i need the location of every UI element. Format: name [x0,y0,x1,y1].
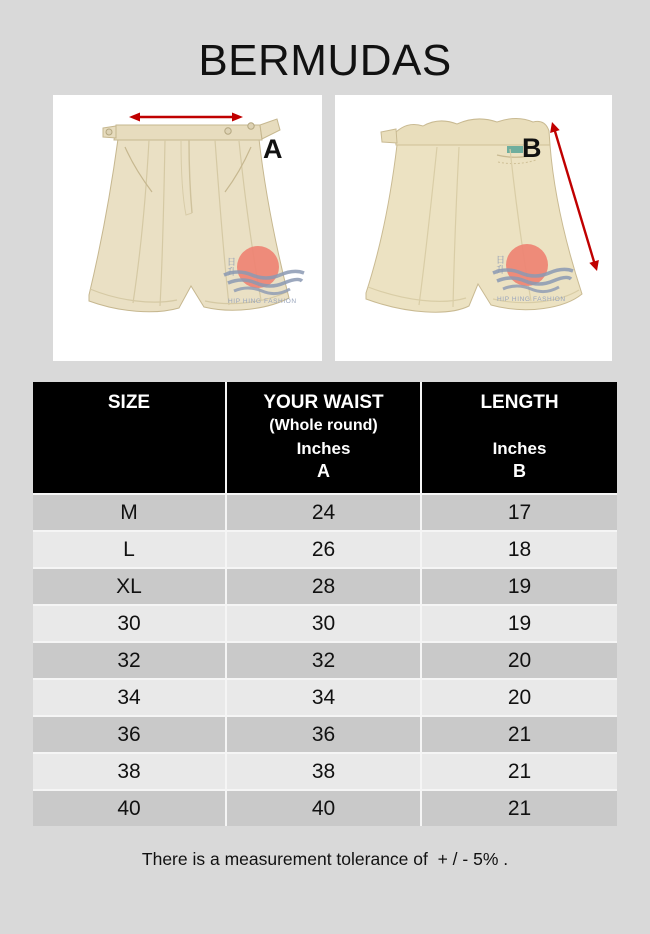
tolerance-note: There is a measurement tolerance of + / - 5% . [141,849,509,869]
table-cell: 38 [33,754,225,789]
measure-label-b: B [522,133,542,163]
page-title: BERMUDAS [198,36,452,85]
table-cell: 32 [33,643,225,678]
table-cell: 21 [422,754,617,789]
bermudas-front-illustration [53,95,322,361]
column-header-waist: YOUR WAIST (Whole round) Inches A [227,382,420,493]
left-tab [381,129,397,143]
watermark-cjk-top: 日 [227,257,237,267]
waistband [114,125,262,140]
table-cell: 21 [422,791,617,826]
table-cell: L [33,532,225,567]
measure-label-a: A [263,134,283,164]
front-view-photo [53,95,322,361]
table-cell: 20 [422,643,617,678]
table-cell: 38 [227,754,420,789]
bermudas-back-illustration [335,95,612,361]
pocket-label-tag [507,146,523,153]
table-cell: 20 [422,680,617,715]
column-header-size: SIZE [33,382,225,493]
back-view-photo [335,95,612,361]
table-cell: 19 [422,606,617,641]
table-cell: 19 [422,569,617,604]
table-cell: 18 [422,532,617,567]
watermark-cjk-top: 日 [496,255,506,265]
table-cell: 28 [227,569,420,604]
table-cell: 40 [33,791,225,826]
table-cell: 40 [227,791,420,826]
table-cell: 17 [422,495,617,530]
button-icon [248,123,254,129]
table-cell: XL [33,569,225,604]
header-spacer [422,414,617,437]
button-icon [225,128,231,134]
watermark-brand-text: HIP HING FASHION [497,296,566,303]
waist-measure-arrow-icon [129,113,243,122]
shorts-back-body [366,145,582,312]
table-cell: 36 [33,717,225,752]
table-cell: 34 [227,680,420,715]
table-cell: M [33,495,225,530]
watermark-brand-text: HIP HING FASHION [228,298,297,305]
table-cell: 21 [422,717,617,752]
table-cell: 26 [227,532,420,567]
button-icon [106,129,112,135]
column-header-length: LENGTH Inches B [422,382,617,493]
table-cell: 34 [33,680,225,715]
watermark-cjk-bottom: 升 [496,265,506,275]
table-cell: 30 [227,606,420,641]
table-cell: 32 [227,643,420,678]
watermark-cjk-bottom: 升 [227,267,237,277]
table-cell: 24 [227,495,420,530]
table-cell: 36 [227,717,420,752]
table-cell: 30 [33,606,225,641]
size-table [33,382,617,826]
